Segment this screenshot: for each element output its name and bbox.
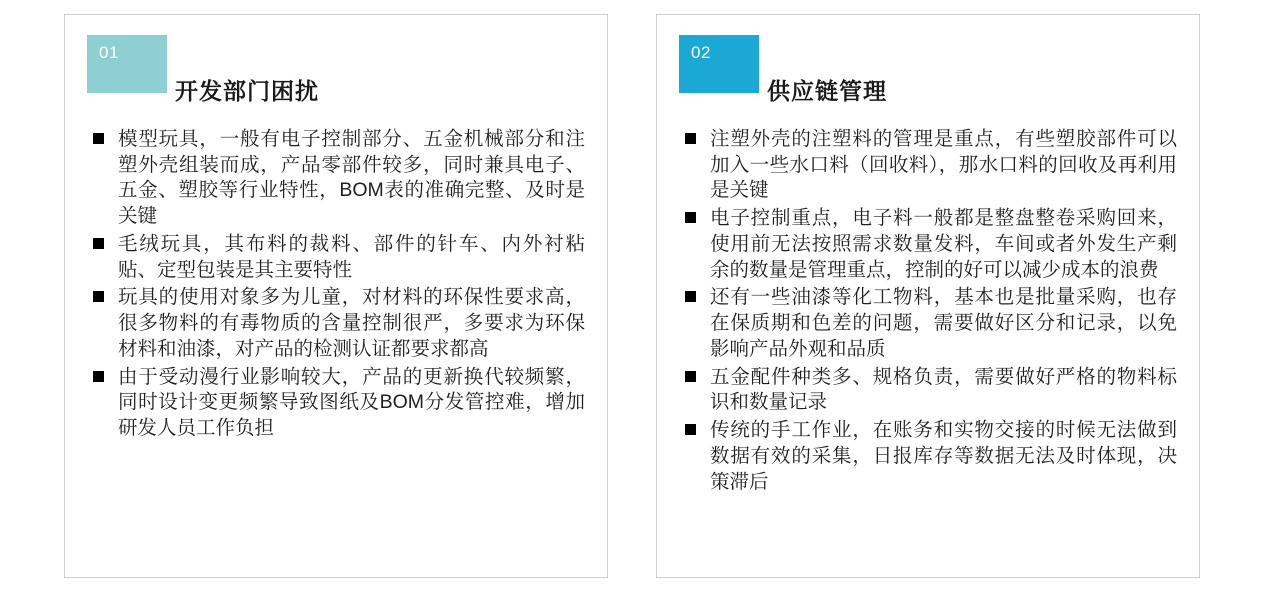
list-item	[683, 206, 1177, 283]
list-item	[683, 418, 1177, 495]
list-item	[683, 285, 1177, 362]
card-number-label-2: 02	[691, 43, 711, 62]
bullet-text: 五金配件种类多、规格负责，需要做好严格的物料标识和数量记录	[710, 365, 1177, 414]
square-bullet-icon	[93, 238, 104, 249]
square-bullet-icon	[685, 291, 696, 302]
list-item	[91, 365, 585, 442]
bullet-text: 电子控制重点，电子料一般都是整盘整卷采购回来，使用前无法按照需求数量发料，车间或者外发生产剩余的数量是管理重点，控制的好可以减少成本的浪费	[710, 207, 1177, 281]
list-item	[91, 127, 585, 230]
square-bullet-icon	[685, 212, 696, 223]
list-item	[91, 232, 585, 283]
content-card-1	[64, 14, 608, 578]
bullet-text: 玩具的使用对象多为儿童，对材料的环保性要求高，很多物料的有毒物质的含量控制很严，多要求为环保材料和油漆，对产品的检测认证都要求都高	[118, 286, 585, 360]
list-item	[683, 127, 1177, 204]
bullet-text: 注塑外壳的注塑料的管理是重点，有些塑胶部件可以加入一些水口料（回收料），那水口料的回收及再利用是关键	[710, 128, 1177, 202]
card-number-badge-2	[679, 35, 759, 93]
bullet-text: 由于受动漫行业影响较大，产品的更新换代较频繁，同时设计变更频繁导致图纸及BOM分发管控难，增加研发人员工作负担	[118, 365, 585, 440]
bullet-list-2	[683, 127, 1177, 497]
bullet-text: 还有一些油漆等化工物料，基本也是批量采购，也存在保质期和色差的问题，需要做好区分和记录，以免影响产品外观和品质	[710, 286, 1177, 360]
list-item	[91, 285, 585, 362]
square-bullet-icon	[685, 371, 696, 382]
square-bullet-icon	[93, 291, 104, 302]
bullet-list-1	[91, 127, 585, 444]
card-number-label-1: 01	[99, 43, 119, 62]
card-number-badge-1	[87, 35, 167, 93]
bullet-text: 传统的手工作业，在账务和实物交接的时候无法做到数据有效的采集，日报库存等数据无法及时体现，决策滞后	[710, 419, 1177, 493]
bullet-text: 毛绒玩具，其布料的裁料、部件的针车、内外衬粘贴、定型包装是其主要特性	[118, 232, 585, 281]
square-bullet-icon	[93, 133, 104, 144]
card-title-1: 开发部门困扰	[175, 78, 319, 104]
card-title-2: 供应链管理	[767, 78, 887, 104]
square-bullet-icon	[685, 133, 696, 144]
list-item	[683, 365, 1177, 416]
bullet-text: 模型玩具，一般有电子控制部分、五金机械部分和注塑外壳组装而成，产品零部件较多，同时兼具电子、五金、塑胶等行业特性，BOM表的准确完整、及时是关键	[118, 128, 585, 228]
square-bullet-icon	[93, 371, 104, 382]
square-bullet-icon	[685, 424, 696, 435]
content-card-2	[656, 14, 1200, 578]
